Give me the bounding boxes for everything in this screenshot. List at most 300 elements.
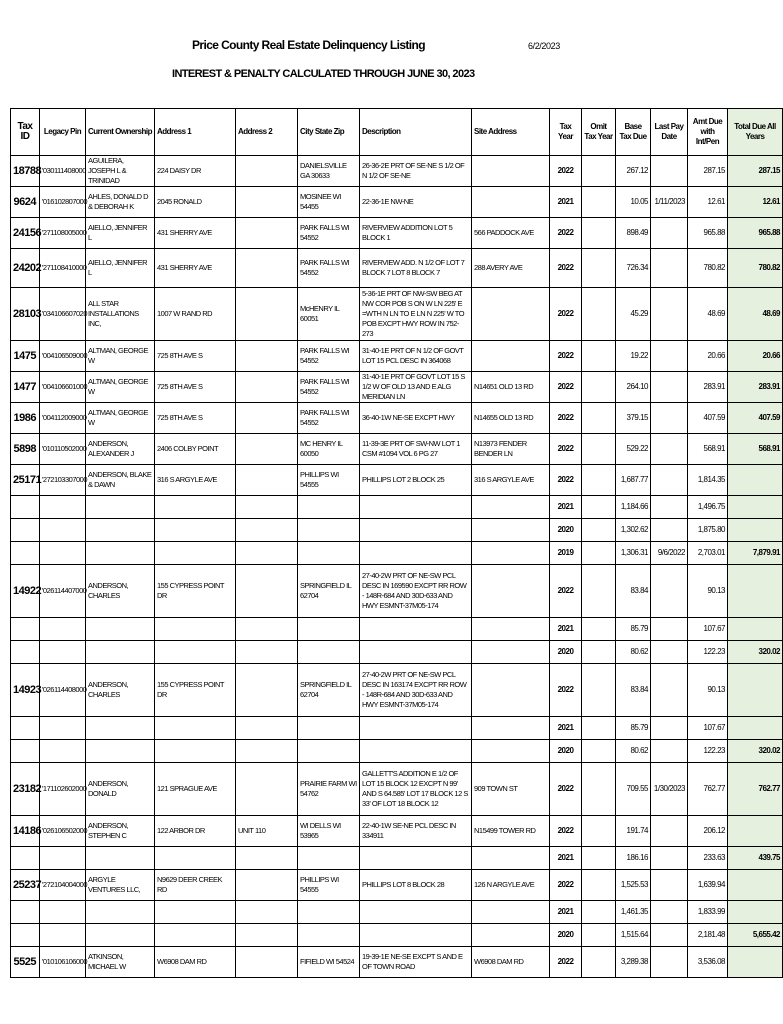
cell-current-ownership — [86, 717, 155, 740]
cell-legacy-pin — [40, 641, 86, 664]
cell-last-pay-date — [651, 465, 688, 496]
cell-city-state-zip: PHILLIPS WI 54555 — [298, 465, 360, 496]
cell-total-due — [728, 717, 783, 740]
cell-legacy-pin — [40, 496, 86, 519]
cell-legacy-pin: '016102807000 — [40, 187, 86, 218]
cell-tax-id — [11, 496, 40, 519]
table-row — [11, 870, 783, 901]
cell-legacy-pin — [40, 740, 86, 763]
cell-address-1: 725 8TH AVE S — [155, 403, 236, 434]
cell-legacy-pin: '010106106000 — [40, 947, 86, 978]
cell-omit-tax-year — [582, 249, 616, 288]
cell-address-2 — [236, 870, 298, 901]
cell-total-due: 439.75 — [728, 847, 783, 870]
cell-omit-tax-year — [582, 156, 616, 187]
cell-description: 22-40-1W SE-NE PCL DESC IN 334911 — [360, 816, 472, 847]
cell-base-tax-due: 1,525.53 — [616, 870, 651, 901]
cell-last-pay-date — [651, 717, 688, 740]
cell-address-2 — [236, 156, 298, 187]
cell-city-state-zip: SPRINGFIELD IL 62704 — [298, 565, 360, 618]
cell-tax-id — [11, 924, 40, 947]
cell-tax-id — [11, 847, 40, 870]
cell-total-due — [728, 664, 783, 717]
cell-total-due: 965.88 — [728, 218, 783, 249]
cell-total-due — [728, 947, 783, 978]
cell-site-address — [472, 901, 550, 924]
cell-legacy-pin: '272103307000 — [40, 465, 86, 496]
cell-address-1: W6908 DAM RD — [155, 947, 236, 978]
cell-tax-id: 5898 — [11, 434, 40, 465]
cell-amt-due: 3,536.08 — [688, 947, 728, 978]
cell-description — [360, 618, 472, 641]
cell-omit-tax-year — [582, 403, 616, 434]
cell-base-tax-due: 83.84 — [616, 565, 651, 618]
cell-tax-year: 2022 — [550, 947, 582, 978]
cell-tax-year: 2022 — [550, 156, 582, 187]
cell-site-address — [472, 519, 550, 542]
cell-address-2: UNIT 110 — [236, 816, 298, 847]
table-row — [11, 249, 783, 288]
cell-address-2 — [236, 947, 298, 978]
cell-tax-year: 2022 — [550, 870, 582, 901]
cell-last-pay-date — [651, 641, 688, 664]
cell-current-ownership — [86, 847, 155, 870]
table-row — [11, 565, 783, 618]
cell-last-pay-date — [651, 372, 688, 403]
cell-site-address — [472, 496, 550, 519]
cell-site-address — [472, 156, 550, 187]
cell-description: GALLETT'S ADDITION E 1/2 OF LOT 15 BLOCK 12 EXCPT N 99' AND S 64.585' LOT 17 BLOCK 12 S 33' OF LOT 18 BLOCK 12 — [360, 763, 472, 816]
cell-city-state-zip — [298, 740, 360, 763]
cell-tax-id: 9624 — [11, 187, 40, 218]
cell-site-address — [472, 717, 550, 740]
cell-tax-year: 2022 — [550, 565, 582, 618]
table-row — [11, 901, 783, 924]
cell-tax-year: 2020 — [550, 641, 582, 664]
cell-tax-year: 2022 — [550, 372, 582, 403]
cell-total-due: 568.91 — [728, 434, 783, 465]
cell-omit-tax-year — [582, 618, 616, 641]
cell-address-2 — [236, 403, 298, 434]
cell-address-1: 2045 RONALD — [155, 187, 236, 218]
cell-base-tax-due: 709.55 — [616, 763, 651, 816]
cell-base-tax-due: 1,306.31 — [616, 542, 651, 565]
cell-base-tax-due: 726.34 — [616, 249, 651, 288]
cell-last-pay-date — [651, 618, 688, 641]
cell-site-address — [472, 847, 550, 870]
table-row — [11, 496, 783, 519]
cell-last-pay-date — [651, 519, 688, 542]
cell-site-address: 909 TOWN ST — [472, 763, 550, 816]
cell-site-address: N15499 TOWER RD — [472, 816, 550, 847]
cell-omit-tax-year — [582, 717, 616, 740]
cell-legacy-pin — [40, 519, 86, 542]
cell-city-state-zip: MC HENRY IL 60050 — [298, 434, 360, 465]
cell-legacy-pin — [40, 618, 86, 641]
cell-description — [360, 641, 472, 664]
cell-tax-year: 2021 — [550, 187, 582, 218]
cell-address-1: 431 SHERRY AVE — [155, 249, 236, 288]
cell-last-pay-date — [651, 816, 688, 847]
cell-legacy-pin: '026106502000 — [40, 816, 86, 847]
cell-address-1: 155 CYPRESS POINT DR — [155, 664, 236, 717]
cell-current-ownership: ATKINSON, MICHAEL W — [86, 947, 155, 978]
cell-base-tax-due: 1,515.64 — [616, 924, 651, 947]
cell-omit-tax-year — [582, 901, 616, 924]
cell-city-state-zip — [298, 618, 360, 641]
cell-site-address: W6908 DAM RD — [472, 947, 550, 978]
cell-address-1 — [155, 641, 236, 664]
cell-site-address: N14655 OLD 13 RD — [472, 403, 550, 434]
cell-omit-tax-year — [582, 565, 616, 618]
cell-city-state-zip: FIFIELD WI 54524 — [298, 947, 360, 978]
cell-total-due — [728, 496, 783, 519]
cell-city-state-zip: PARK FALLS WI 54552 — [298, 341, 360, 372]
col-header-tax-id: Tax ID — [11, 109, 40, 156]
cell-last-pay-date — [651, 249, 688, 288]
cell-last-pay-date — [651, 664, 688, 717]
table-row — [11, 187, 783, 218]
cell-city-state-zip: PHILLIPS WI 54555 — [298, 870, 360, 901]
cell-legacy-pin — [40, 542, 86, 565]
cell-description — [360, 740, 472, 763]
cell-address-2 — [236, 763, 298, 816]
cell-legacy-pin — [40, 901, 86, 924]
cell-description: 31-40-1E PRT OF GOVT LOT 15 S 1/2 W OF OLD 13 AND E ALG MERIDIAN LN — [360, 372, 472, 403]
cell-city-state-zip: PARK FALLS WI 54552 — [298, 218, 360, 249]
cell-site-address — [472, 618, 550, 641]
cell-amt-due: 780.82 — [688, 249, 728, 288]
cell-base-tax-due: 3,289.38 — [616, 947, 651, 978]
cell-site-address — [472, 641, 550, 664]
cell-current-ownership — [86, 740, 155, 763]
cell-amt-due: 1,814.35 — [688, 465, 728, 496]
cell-site-address — [472, 565, 550, 618]
cell-tax-id: 14923 — [11, 664, 40, 717]
cell-total-due: 7,879.91 — [728, 542, 783, 565]
cell-total-due — [728, 901, 783, 924]
cell-tax-id — [11, 740, 40, 763]
cell-tax-id: 5525 — [11, 947, 40, 978]
cell-amt-due: 107.67 — [688, 618, 728, 641]
cell-tax-year: 2022 — [550, 249, 582, 288]
col-header-address-2: Address 2 — [236, 109, 298, 156]
table-row — [11, 641, 783, 664]
col-header-legacy-pin: Legacy Pin — [40, 109, 86, 156]
cell-last-pay-date — [651, 218, 688, 249]
cell-address-2 — [236, 618, 298, 641]
cell-tax-id — [11, 618, 40, 641]
cell-current-ownership — [86, 924, 155, 947]
cell-site-address — [472, 288, 550, 341]
table-row — [11, 288, 783, 341]
cell-legacy-pin: '030111408000 — [40, 156, 86, 187]
cell-city-state-zip — [298, 519, 360, 542]
cell-city-state-zip: PARK FALLS WI 54552 — [298, 403, 360, 434]
report-subtitle: INTEREST & PENALTY CALCULATED THROUGH JUNE 30, 2023 — [172, 68, 475, 80]
cell-amt-due: 1,639.94 — [688, 870, 728, 901]
cell-total-due: 48.69 — [728, 288, 783, 341]
cell-omit-tax-year — [582, 341, 616, 372]
cell-address-2 — [236, 218, 298, 249]
cell-current-ownership: ALTMAN, GEORGE W — [86, 403, 155, 434]
cell-tax-id: 25171 — [11, 465, 40, 496]
cell-city-state-zip: McHENRY IL 60051 — [298, 288, 360, 341]
cell-description: 19-39-1E NE-SE EXCPT S AND E OF TOWN ROAD — [360, 947, 472, 978]
cell-description: 36-40-1W NE-SE EXCPT HWY — [360, 403, 472, 434]
cell-current-ownership: ALTMAN, GEORGE W — [86, 341, 155, 372]
cell-address-1: 121 SPRAGUE AVE — [155, 763, 236, 816]
cell-address-1: 431 SHERRY AVE — [155, 218, 236, 249]
cell-amt-due: 206.12 — [688, 816, 728, 847]
cell-amt-due: 90.13 — [688, 565, 728, 618]
cell-base-tax-due: 529.22 — [616, 434, 651, 465]
cell-tax-year: 2022 — [550, 763, 582, 816]
cell-address-2 — [236, 496, 298, 519]
cell-address-1: 1007 W RAND RD — [155, 288, 236, 341]
cell-city-state-zip: PARK FALLS WI 54552 — [298, 249, 360, 288]
cell-address-2 — [236, 187, 298, 218]
cell-current-ownership — [86, 519, 155, 542]
col-header-total-due: Total Due All Years — [728, 109, 783, 156]
cell-city-state-zip: WI DELLS WI 53965 — [298, 816, 360, 847]
col-header-address-1: Address 1 — [155, 109, 236, 156]
cell-amt-due: 1,833.99 — [688, 901, 728, 924]
cell-tax-id — [11, 641, 40, 664]
cell-current-ownership: ALL STAR INSTALLATIONS INC, — [86, 288, 155, 341]
cell-city-state-zip — [298, 717, 360, 740]
cell-total-due — [728, 465, 783, 496]
cell-tax-id — [11, 519, 40, 542]
cell-description — [360, 496, 472, 519]
cell-tax-year: 2021 — [550, 901, 582, 924]
cell-current-ownership: ARGYLE VENTURES LLC, — [86, 870, 155, 901]
cell-tax-id: 18788 — [11, 156, 40, 187]
cell-last-pay-date — [651, 901, 688, 924]
cell-tax-id: 24202 — [11, 249, 40, 288]
cell-omit-tax-year — [582, 847, 616, 870]
cell-legacy-pin: '004106509000 — [40, 341, 86, 372]
cell-address-1 — [155, 618, 236, 641]
cell-description: 31-40-1E PRT OF N 1/2 OF GOVT LOT 15 PCL DESC IN 364068 — [360, 341, 472, 372]
table-row — [11, 434, 783, 465]
cell-address-1: N9629 DEER CREEK RD — [155, 870, 236, 901]
cell-omit-tax-year — [582, 519, 616, 542]
cell-omit-tax-year — [582, 641, 616, 664]
cell-city-state-zip — [298, 641, 360, 664]
cell-last-pay-date — [651, 847, 688, 870]
cell-omit-tax-year — [582, 870, 616, 901]
cell-tax-year: 2019 — [550, 542, 582, 565]
cell-amt-due: 2,703.01 — [688, 542, 728, 565]
table-row — [11, 924, 783, 947]
cell-amt-due: 20.66 — [688, 341, 728, 372]
cell-address-1: 316 S ARGYLE AVE — [155, 465, 236, 496]
cell-legacy-pin: '010110502000 — [40, 434, 86, 465]
cell-city-state-zip — [298, 924, 360, 947]
report-title: Price County Real Estate Delinquency Listing — [192, 38, 425, 52]
cell-current-ownership: AIELLO, JENNIFER L — [86, 218, 155, 249]
cell-address-2 — [236, 542, 298, 565]
table-row — [11, 519, 783, 542]
cell-address-1: 122 ARBOR DR — [155, 816, 236, 847]
cell-description: 27-40-2W PRT OF NE-SW PCL DESC IN 163174 EXCPT RR ROW - 148R-684 AND 30D-633 AND HWY ESMNT-37M05-174 — [360, 664, 472, 717]
cell-address-1 — [155, 924, 236, 947]
cell-last-pay-date — [651, 565, 688, 618]
cell-address-1: 2406 COLBY POINT — [155, 434, 236, 465]
cell-tax-id: 1986 — [11, 403, 40, 434]
cell-base-tax-due: 45.29 — [616, 288, 651, 341]
cell-tax-id: 14186 — [11, 816, 40, 847]
cell-address-2 — [236, 664, 298, 717]
cell-omit-tax-year — [582, 218, 616, 249]
cell-omit-tax-year — [582, 542, 616, 565]
delinquency-table — [10, 108, 783, 978]
col-header-tax-year: Tax Year — [550, 109, 582, 156]
cell-current-ownership: ANDERSON, STEPHEN C — [86, 816, 155, 847]
col-header-last-pay-date: Last Pay Date — [651, 109, 688, 156]
cell-amt-due: 568.91 — [688, 434, 728, 465]
cell-address-2 — [236, 249, 298, 288]
cell-current-ownership — [86, 618, 155, 641]
cell-omit-tax-year — [582, 947, 616, 978]
cell-legacy-pin: '034106607020 — [40, 288, 86, 341]
cell-address-1: 725 8TH AVE S — [155, 372, 236, 403]
cell-site-address — [472, 740, 550, 763]
cell-tax-id: 28103 — [11, 288, 40, 341]
cell-current-ownership — [86, 901, 155, 924]
cell-legacy-pin: '004106601000 — [40, 372, 86, 403]
cell-tax-id: 1475 — [11, 341, 40, 372]
cell-tax-year: 2020 — [550, 924, 582, 947]
cell-address-2 — [236, 717, 298, 740]
cell-base-tax-due: 1,302.62 — [616, 519, 651, 542]
cell-current-ownership: ALTMAN, GEORGE W — [86, 372, 155, 403]
col-header-base-tax-due: Base Tax Due — [616, 109, 651, 156]
cell-description: 26-36-2E PRT OF SE-NE S 1/2 OF N 1/2 OF SE-NE — [360, 156, 472, 187]
cell-amt-due: 122.23 — [688, 740, 728, 763]
col-header-city-state-zip: City State Zip — [298, 109, 360, 156]
cell-base-tax-due: 1,461.35 — [616, 901, 651, 924]
table-row — [11, 542, 783, 565]
col-header-omit-tax-year: Omit Tax Year — [582, 109, 616, 156]
cell-amt-due: 1,496.75 — [688, 496, 728, 519]
cell-address-1 — [155, 496, 236, 519]
cell-description: RIVERVIEW ADDITION LOT 5 BLOCK 1 — [360, 218, 472, 249]
cell-site-address — [472, 542, 550, 565]
cell-address-1: 725 8TH AVE S — [155, 341, 236, 372]
cell-description: 22-36-1E NW-NE — [360, 187, 472, 218]
cell-current-ownership — [86, 496, 155, 519]
cell-site-address — [472, 924, 550, 947]
cell-omit-tax-year — [582, 434, 616, 465]
cell-description — [360, 519, 472, 542]
cell-site-address — [472, 341, 550, 372]
cell-base-tax-due: 1,184.66 — [616, 496, 651, 519]
cell-city-state-zip — [298, 847, 360, 870]
cell-last-pay-date: 1/30/2023 — [651, 763, 688, 816]
cell-total-due: 407.59 — [728, 403, 783, 434]
cell-base-tax-due: 85.79 — [616, 618, 651, 641]
cell-total-due — [728, 816, 783, 847]
cell-omit-tax-year — [582, 816, 616, 847]
cell-base-tax-due: 83.84 — [616, 664, 651, 717]
cell-tax-id — [11, 542, 40, 565]
cell-last-pay-date — [651, 156, 688, 187]
cell-last-pay-date — [651, 288, 688, 341]
cell-description: PHILLIPS LOT 8 BLOCK 28 — [360, 870, 472, 901]
cell-legacy-pin: '271108410000 — [40, 249, 86, 288]
cell-base-tax-due: 80.62 — [616, 641, 651, 664]
cell-total-due: 320.02 — [728, 641, 783, 664]
table-row — [11, 341, 783, 372]
cell-site-address — [472, 187, 550, 218]
cell-legacy-pin — [40, 924, 86, 947]
table-row — [11, 618, 783, 641]
cell-base-tax-due: 264.10 — [616, 372, 651, 403]
cell-last-pay-date — [651, 924, 688, 947]
col-header-amt-due: Amt Due with Int/Pen — [688, 109, 728, 156]
cell-last-pay-date: 1/11/2023 — [651, 187, 688, 218]
cell-city-state-zip: DANIELSVILLE GA 30633 — [298, 156, 360, 187]
cell-omit-tax-year — [582, 763, 616, 816]
table-row — [11, 218, 783, 249]
cell-total-due: 12.61 — [728, 187, 783, 218]
cell-address-2 — [236, 341, 298, 372]
table-row — [11, 372, 783, 403]
cell-description — [360, 924, 472, 947]
cell-amt-due: 965.88 — [688, 218, 728, 249]
cell-total-due — [728, 565, 783, 618]
cell-omit-tax-year — [582, 664, 616, 717]
cell-address-2 — [236, 288, 298, 341]
cell-city-state-zip: PRAIRIE FARM WI 54762 — [298, 763, 360, 816]
cell-omit-tax-year — [582, 496, 616, 519]
cell-legacy-pin: '272104004000 — [40, 870, 86, 901]
cell-address-2 — [236, 565, 298, 618]
cell-description: 27-40-2W PRT OF NE-SW PCL DESC IN 169590 EXCPT RR ROW - 148R-684 AND 30D-633 AND HWY ESMNT-37M05-174 — [360, 565, 472, 618]
cell-total-due: 20.66 — [728, 341, 783, 372]
cell-total-due: 287.15 — [728, 156, 783, 187]
table-row — [11, 717, 783, 740]
cell-base-tax-due: 186.16 — [616, 847, 651, 870]
cell-base-tax-due: 898.49 — [616, 218, 651, 249]
cell-current-ownership: ANDERSON, CHARLES — [86, 565, 155, 618]
cell-legacy-pin — [40, 717, 86, 740]
cell-address-2 — [236, 924, 298, 947]
cell-legacy-pin: '004112009000 — [40, 403, 86, 434]
cell-omit-tax-year — [582, 288, 616, 341]
cell-total-due — [728, 870, 783, 901]
cell-total-due: 320.02 — [728, 740, 783, 763]
cell-current-ownership — [86, 641, 155, 664]
col-header-site-address: Site Address — [472, 109, 550, 156]
cell-omit-tax-year — [582, 924, 616, 947]
cell-description — [360, 542, 472, 565]
cell-address-1 — [155, 847, 236, 870]
cell-description: 5-36-1E PRT OF NW-SW BEG AT NW COR POB S ON W LN 225' E =WTH N LN TO E LN N 225' W TO POB EXCPT HWY ROW IN 752-273 — [360, 288, 472, 341]
cell-address-2 — [236, 740, 298, 763]
cell-site-address: 288 AVERY AVE — [472, 249, 550, 288]
cell-description: PHILLIPS LOT 2 BLOCK 25 — [360, 465, 472, 496]
cell-address-2 — [236, 465, 298, 496]
table-row — [11, 763, 783, 816]
cell-city-state-zip: MOSINEE WI 54455 — [298, 187, 360, 218]
cell-description — [360, 901, 472, 924]
table-row — [11, 740, 783, 763]
table-row — [11, 156, 783, 187]
cell-base-tax-due: 85.79 — [616, 717, 651, 740]
